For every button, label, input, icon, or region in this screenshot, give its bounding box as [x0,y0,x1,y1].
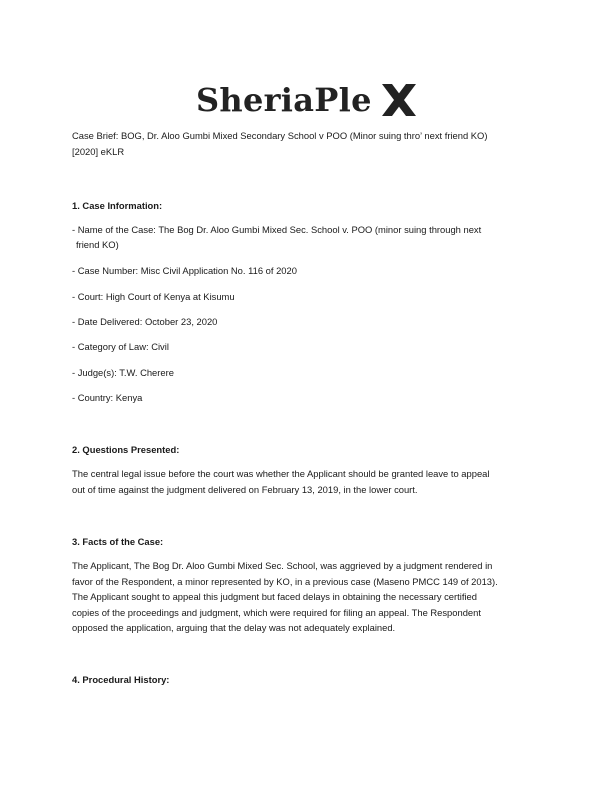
facts-line-4: copies of the proceedings and judgment, which were required for filing an appeal. The Respondent [72,607,481,618]
sheriaplex-logo [196,80,420,120]
title-line-2: [2020] eKLR [72,146,125,157]
facts-line-1: The Applicant, The Bog Dr. Aloo Gumbi Mixed Sec. School, was aggrieved by a judgment rendered in [72,560,493,571]
questions-line-2: out of time against the judgment delivered on February 13, 2019, in the lower court. [72,484,418,495]
section-2-heading: 2. Questions Presented: [72,444,180,455]
case-name-line-2: friend KO) [76,239,119,250]
title-line-1: Case Brief: BOG, Dr. Aloo Gumbi Mixed Secondary School v POO (Minor suing thro’ next friend KO) [72,130,488,141]
logo-wordmark: SheriaPle [196,81,372,119]
date-delivered: - Date Delivered: October 23, 2020 [72,316,218,327]
section-1-heading: 1. Case Information: [72,200,163,211]
facts-line-5: opposed the application, arguing that the delay was not adequately explained. [72,622,396,633]
logo-x-mark-icon [380,82,418,118]
case-name-line-1: - Name of the Case: The Bog Dr. Aloo Gumbi Mixed Sec. School v. POO (minor suing through next [72,224,482,235]
section-3-heading: 3. Facts of the Case: [72,536,164,547]
questions-line-1: The central legal issue before the court was whether the Applicant should be granted leave to appeal [72,468,490,479]
court: - Court: High Court of Kenya at Kisumu [72,291,235,302]
section-4-heading: 4. Procedural History: [72,674,170,685]
judges: - Judge(s): T.W. Cherere [72,367,174,378]
facts-line-2: favor of the Respondent, a minor represented by KO, in a previous case (Maseno PMCC 149 of 2013). [72,576,498,587]
facts-line-3: The Applicant sought to appeal this judgment but faced delays in obtaining the necessary certified [72,591,477,602]
country: - Country: Kenya [72,392,143,403]
case-number: - Case Number: Misc Civil Application No. 116 of 2020 [72,265,297,276]
category-of-law: - Category of Law: Civil [72,341,169,352]
